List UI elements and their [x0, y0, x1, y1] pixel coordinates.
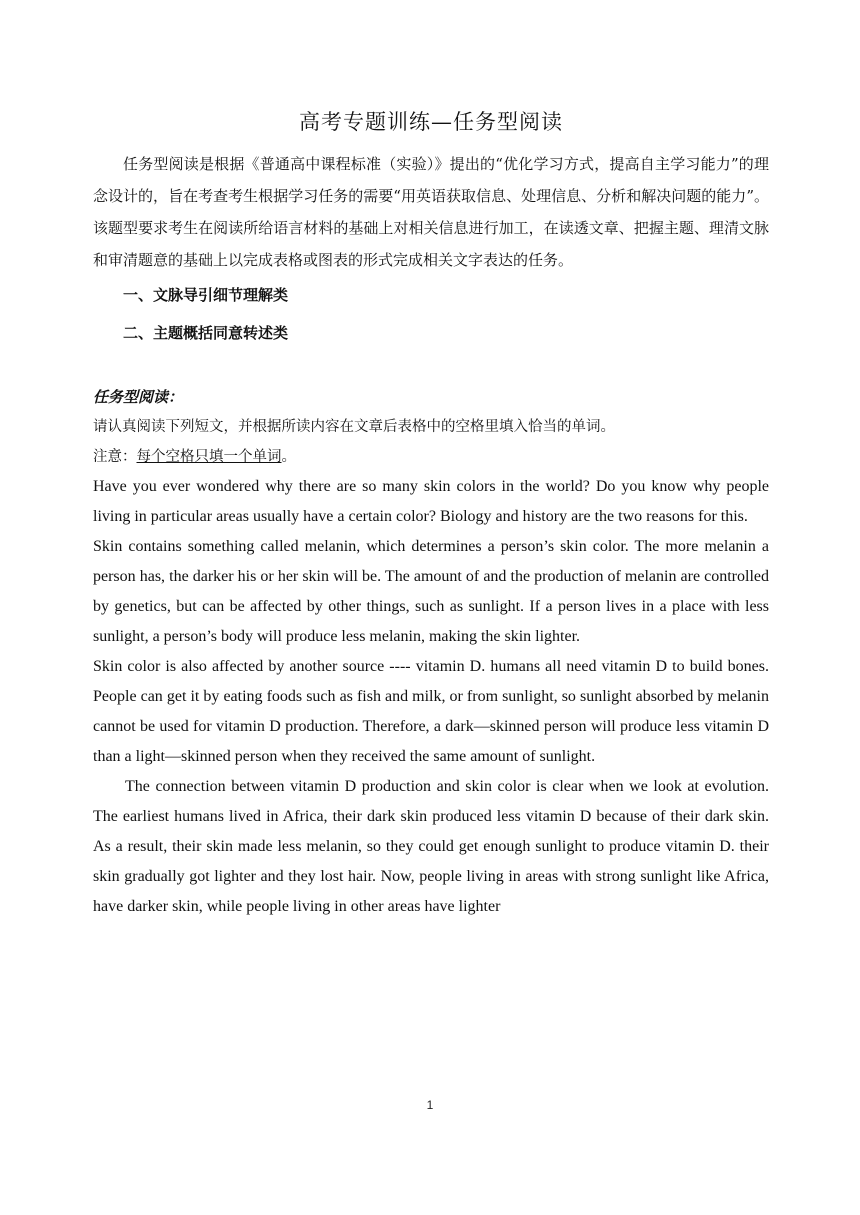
page-content: [93, 100, 769, 922]
task-title: 任务型阅读：: [93, 388, 184, 406]
note-prefix: 注意：: [93, 449, 137, 465]
instruction-text: 请认真阅读下列短文，并根据所读内容在文章后表格中的空格里填入恰当的单词。: [93, 419, 615, 435]
note-underlined: 每个空格只填一个单词: [136, 449, 282, 465]
page-number: 1: [426, 1098, 434, 1112]
passage-paragraph-1: Have you ever wondered why there are so many skin colors in the world? Do you know why people living in particular areas usually have a certain color? Biology and history are the two reasons for this.: [93, 478, 769, 525]
note-line: [93, 442, 769, 472]
intro-paragraph: 任务型阅读是根据《普通高中课程标准（实验）》提出的“优化学习方式，提高自主学习能力”的理念设计的，旨在考查考生根据学习任务的需要“用英语获取信息、处理信息、分析和解决问题的能力”。该题型要求考生在阅读所给语言材料的基础上对相关信息进行加工，在读透文章、把握主题、理清文脉和审清题意的基础上以完成表格或图表的形式完成相关文字表达的任务。: [93, 155, 769, 269]
section-heading-1: 一、文脉导引细节理解类: [123, 286, 289, 304]
passage-paragraph-4: The connection between vitamin D production and skin color is clear when we look at evolution. The earliest humans lived in Africa, their dark skin produced less vitamin D because of their dark skin. As a result, their skin made less melanin, so they could get enough sunlight to produce vitamin D. their skin gradually got lighter and they lost hair. Now, people living in areas with strong sunlight like Africa, have darker skin, while people living in other areas have lighter: [93, 778, 769, 915]
section-heading-2: 二、主题概括同意转述类: [123, 324, 289, 342]
note-suffix: 。: [281, 449, 296, 465]
page-title: 高考专题训练—任务型阅读: [299, 110, 563, 134]
passage-paragraph-2: Skin contains something called melanin, which determines a person’s skin color. The more melanin a person has, the darker his or her skin will be. The amount of and the production of melanin are controlled by genetics, but can be affected by other things, such as sunlight. If a person lives in a place with less sunlight, a person’s body will produce less melanin, making the skin lighter.: [93, 538, 769, 645]
passage-paragraph-3: Skin color is also affected by another source ---- vitamin D. humans all need vitamin D to build bones. People can get it by eating foods such as fish and milk, or from sunlight, so sunlight absorbed by melanin cannot be used for vitamin D production. Therefore, a dark—skinned person will produce less vitamin D than a light—skinned person when they received the same amount of sunlight.: [93, 658, 769, 765]
